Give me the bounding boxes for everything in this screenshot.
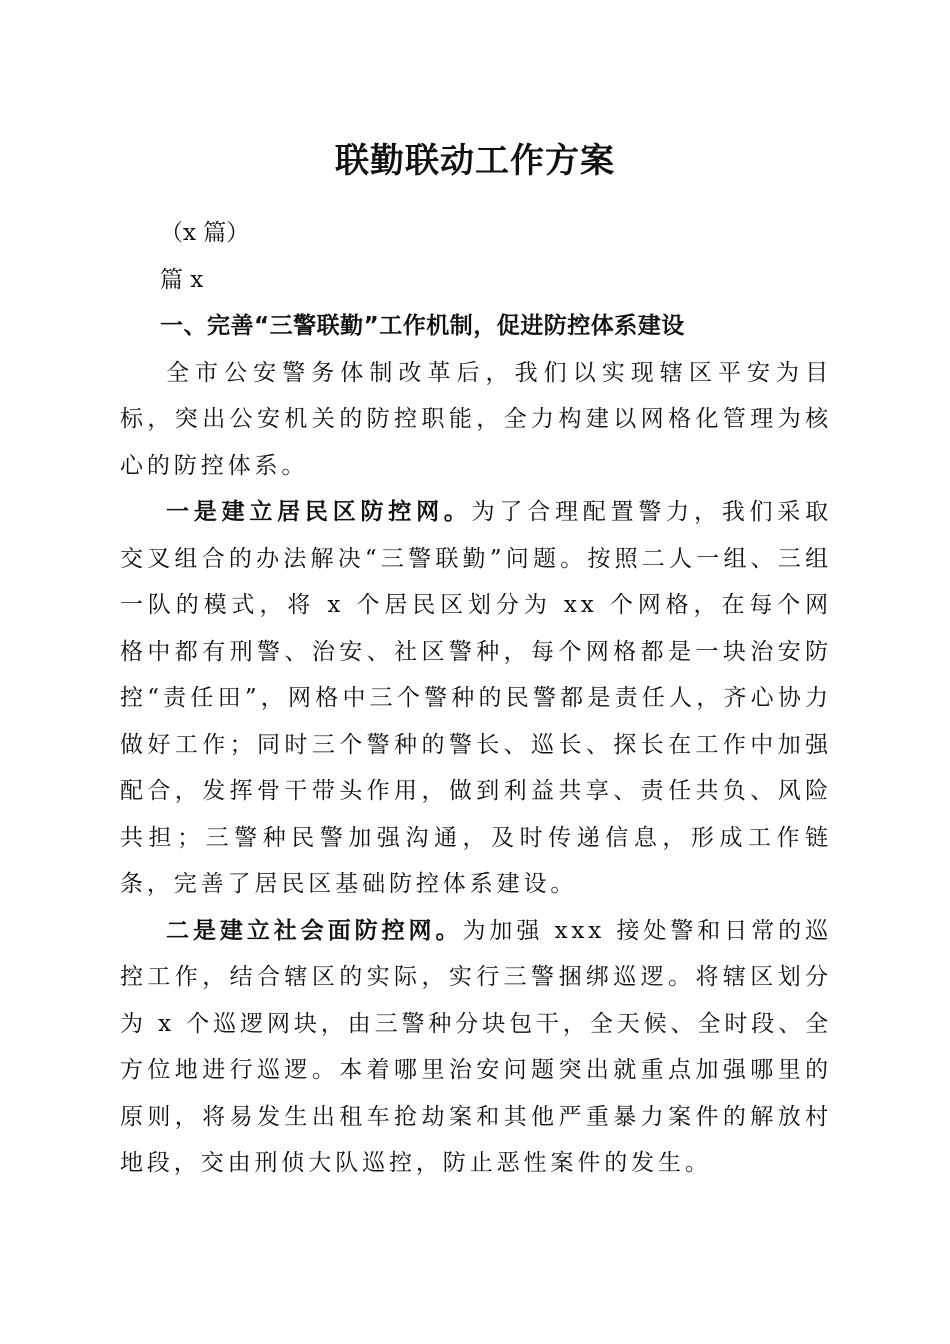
item-2-paragraph: [120, 908, 832, 1187]
document-body: [120, 210, 832, 1187]
intro-paragraph: 全市公安警务体制改革后，我们以实现辖区平安为目标，突出公安机关的防控职能，全力构建以网格化管理为核心的防控体系。: [120, 359, 832, 479]
item-1-text: 为了合理配置警力，我们采取交叉组合的办法解决“三警联勤”问题。按照二人一组、三组一队的模式，将 x 个居民区划分为 xx 个网格，在每个网格中都有刑警、治安、社区警种，每个网格都是一块治安防控“责任田”，网格中三个警种的民警都是责任人，齐心协力做好工作；同时三个警种的警长、巡长、探长在工作中加强配合，发挥骨干带头作用，做到利益共享、责任共负、风险共担；三警种民警加强沟通，及时传递信息，形成工作链条，完善了居民区基础防控体系建设。: [120, 499, 832, 897]
item-1-paragraph: [120, 489, 832, 908]
item-2-lead: 二是建立社会面防控网。: [166, 916, 463, 944]
document-title: 联勤联动工作方案: [335, 141, 615, 181]
section-heading: 一、完善“三警联勤”工作机制，促进防控体系建设: [160, 313, 685, 339]
item-1-lead: 一是建立居民区防控网。: [166, 498, 472, 525]
subtitle-count: （x 篇）: [160, 220, 250, 246]
item-2-text: 为加强 xxx 接处警和日常的巡控工作，结合辖区的实际，实行三警捆绑巡逻。将辖区划分为 x 个巡逻网块，由三警种分块包干，全天候、全时段、全方位地进行巡逻。本着哪里治安问题突出就重点加强哪里的原则，将易发生出租车抢劫案和其他严重暴力案件的解放村地段，交由刑侦大队巡控，防止恶性案件的发生。: [120, 917, 832, 1176]
section-label: 篇 x: [160, 266, 204, 293]
